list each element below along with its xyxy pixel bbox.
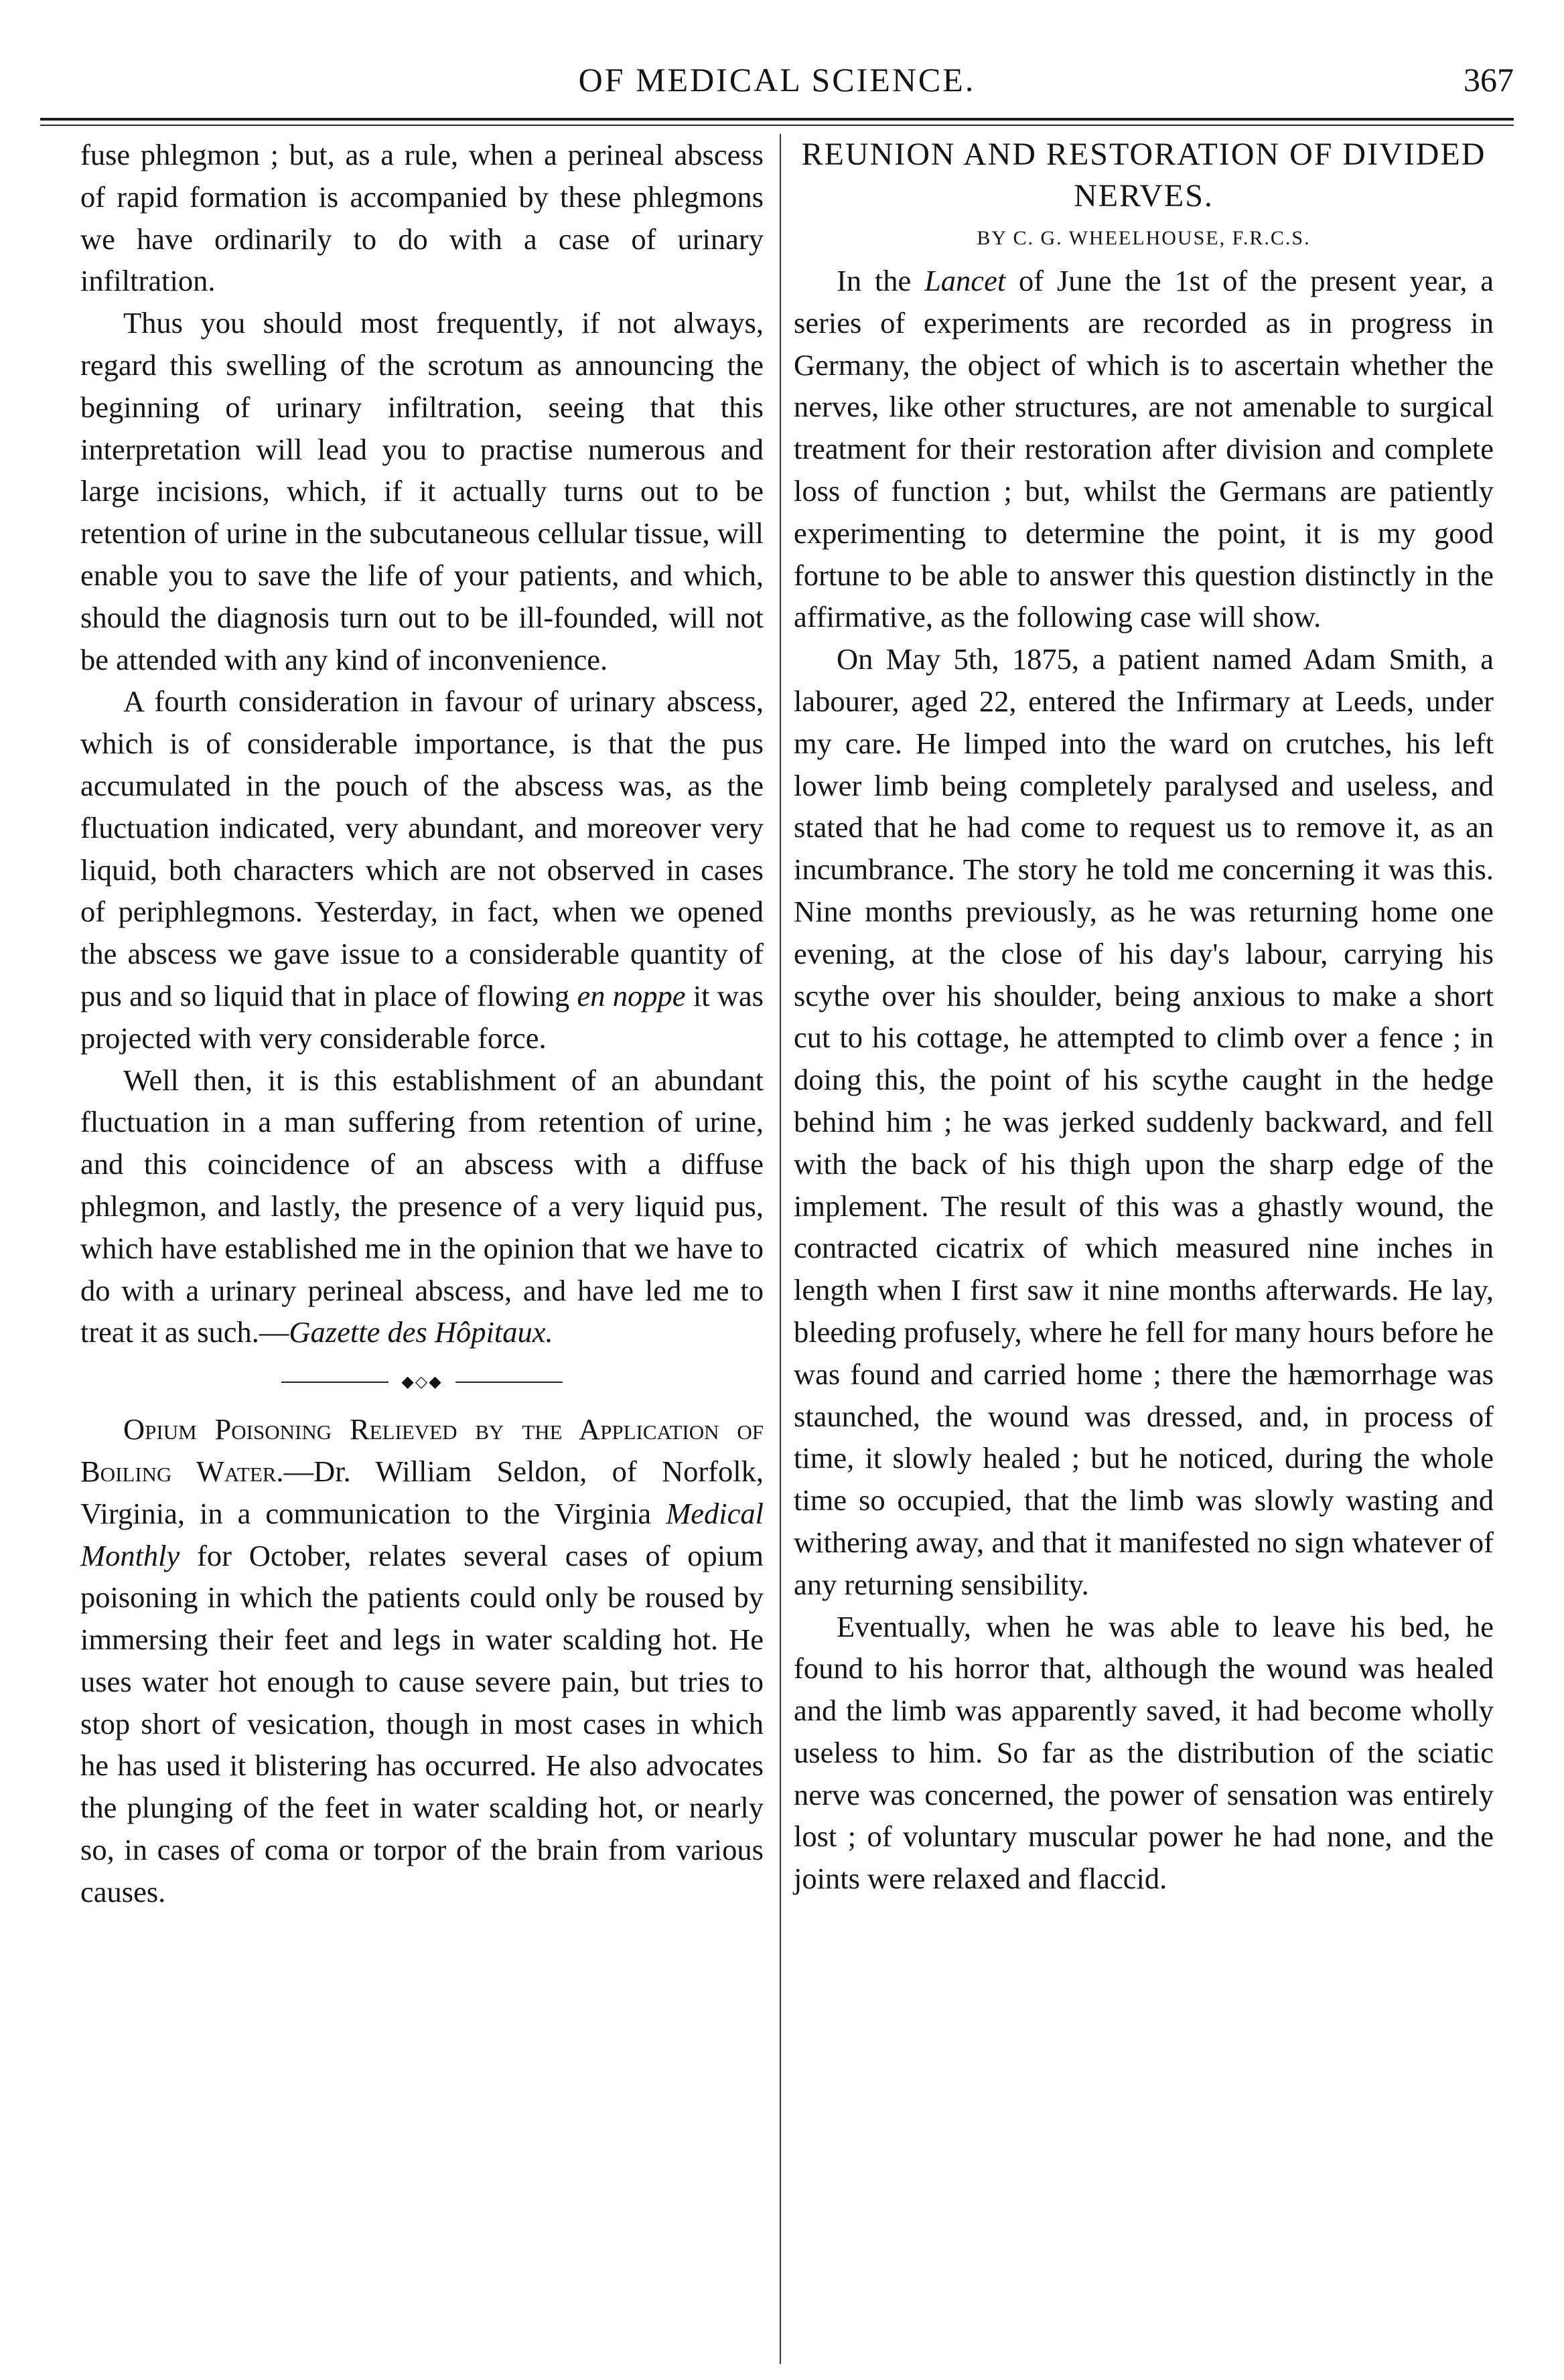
paragraph-case-history: On May 5th, 1875, a patient named Adam Smith, a labourer, aged 22, entered the Infirmary at Leeds, under my care. He limped into the ward on crutches, his left lower limb being completely paralysed and useless, and stated that he had come to request us to remove it, as an incumbrance. The story he told me concerning it was this. Nine months previously, as he was returning home one evening, at the close of his day's labour, carrying his scythe over his shoulder, being anxious to make a short cut to his cottage, he attempted to climb over a fence ; in doing this, the point of his scythe caught in the hedge behind him ; he was jerked suddenly backward, and fell with the back of his thigh upon the sharp edge of the implement. The result of this was a ghastly wound, the contracted cicatrix of which measured nine inches in length when I first saw it nine months afterwards. He lay, bleeding profusely, where he fell for many hours before he was found and carried home ; there the hæmorrhage was staunched, the wound was dressed, and, in process of time, it slowly healed ; but he noticed, during the whole time so occupied, that the limb was slowly wasting and withering away, and that it manifested no sign whatever of any returning sensibility. [794,642,1494,1601]
running-title: OF MEDICAL SCIENCE. [578,61,976,98]
text-run: —Dr. William Seldon, of Norfolk, Virginia, in a communication to the Virginia [80,1454,764,1530]
section-ornament [281,1372,563,1392]
left-column [80,134,764,1913]
paragraph-fuse-phlegmon: fuse phlegmon ; but, as a rule, when a perineal abscess of rapid formation is accompanied by these phlegmons we have ordinarily to do with a case of urinary infiltration. [80,138,764,298]
header-rule-thick [40,118,1514,121]
text-run: A fourth consideration in favour of urinary abscess, which is of considerable importance, is that the pus accumulated in the pouch of the abscess was, as the fluctuation indicated, very abundant, and moreover very liquid, both characters which are not observed in cases of periphlegmons. Yesterday, in fact, when we opened the abscess we gave issue to a considerable quantity of pus and so liquid that in place of flowing [80,684,764,1013]
paragraph-well-then [80,1059,764,1354]
italic-phrase-en-noppe: en noppe [577,978,686,1013]
page-number: 367 [1464,61,1514,98]
byline: BY C. G. WHEELHOUSE, F.R.C.S. [977,227,1311,249]
text-run: for October, relates several cases of opium poisoning in which the patients could only be roused by immersing their feet and legs in water scalding hot. He uses water hot enough to cause severe pain, but tries to stop short of vesication, though in most cases in which he has used it blistering has occurred. He also advocates the plunging of the feet in water scalding hot, or nearly so, in cases of coma or torpor of the brain from various causes. [80,1538,764,1909]
page-header [40,54,1514,114]
right-column [794,134,1494,1900]
text-run: Well then, it is this establishment of an abundant fluctuation in a man suffering from retention of urine, and this coincidence of an abscess with a diffuse phlegmon, and lastly, the presence of a very liquid pus, which have established me in the opinion that we have to do with a urinary perineal abscess, and have led me to treat it as such.— [80,1063,764,1349]
paragraph-fourth-consideration [80,680,764,1059]
article-title-opium: Opium Poisoning Relieved by the Application of Boiling Water. [80,1412,764,1488]
text-run: of June the 1st of the present year, a series of experiments are recorded as in progress in Germany, the object of which is to ascertain whether the nerves, like other structures, are not amenable to surgical treatment for their restoration after division and complete loss of function ; but, whilst the Germans are patiently experimenting to determine the point, it is my good fortune to be able to answer this question distinctly in the affirmative, as the following case will show. [794,264,1494,634]
column-divider [780,134,781,2364]
article-title: REUNION AND RESTORATION OF DIVIDED NERVES. [801,137,1486,214]
paragraph-in-the-lancet [794,260,1494,638]
header-rule-thin [40,125,1514,126]
italic-journal-lancet: Lancet [924,264,1006,297]
paragraph-opium-poisoning [80,1408,764,1913]
paragraph-eventually: Eventually, when he was able to leave his bed, he found to his horror that, although the wound was healed and the limb was apparently saved, it had become wholly useless to him. So far as the distribution of the sciatic nerve was concerned, the power of sensation was entirely lost ; of voluntary muscular power he had none, and the joints were relaxed and flaccid. [794,1609,1494,1896]
text-run: In the [837,264,912,297]
italic-journal-name: Medical Monthly [80,1496,764,1572]
text-run: it was projected with very considerable force. [80,978,764,1055]
paragraph-thus-you-should: Thus you should most frequently, if not always, regard this swelling of the scrotum as announcing the beginning of urinary infiltration, seeing that this interpretation will lead you to practise numerous and large incisions, which, if it actually turns out to be retention of urine in the subcutaneous cellular tissue, will enable you to save the life of your patients, and which, should the diagnosis turn out to be ill-founded, will not be attended with any kind of inconvenience. [80,306,764,676]
ornament-diamonds: ◆◇◆ [388,1375,455,1389]
source-citation: Gazette des Hôpitaux. [289,1315,553,1349]
